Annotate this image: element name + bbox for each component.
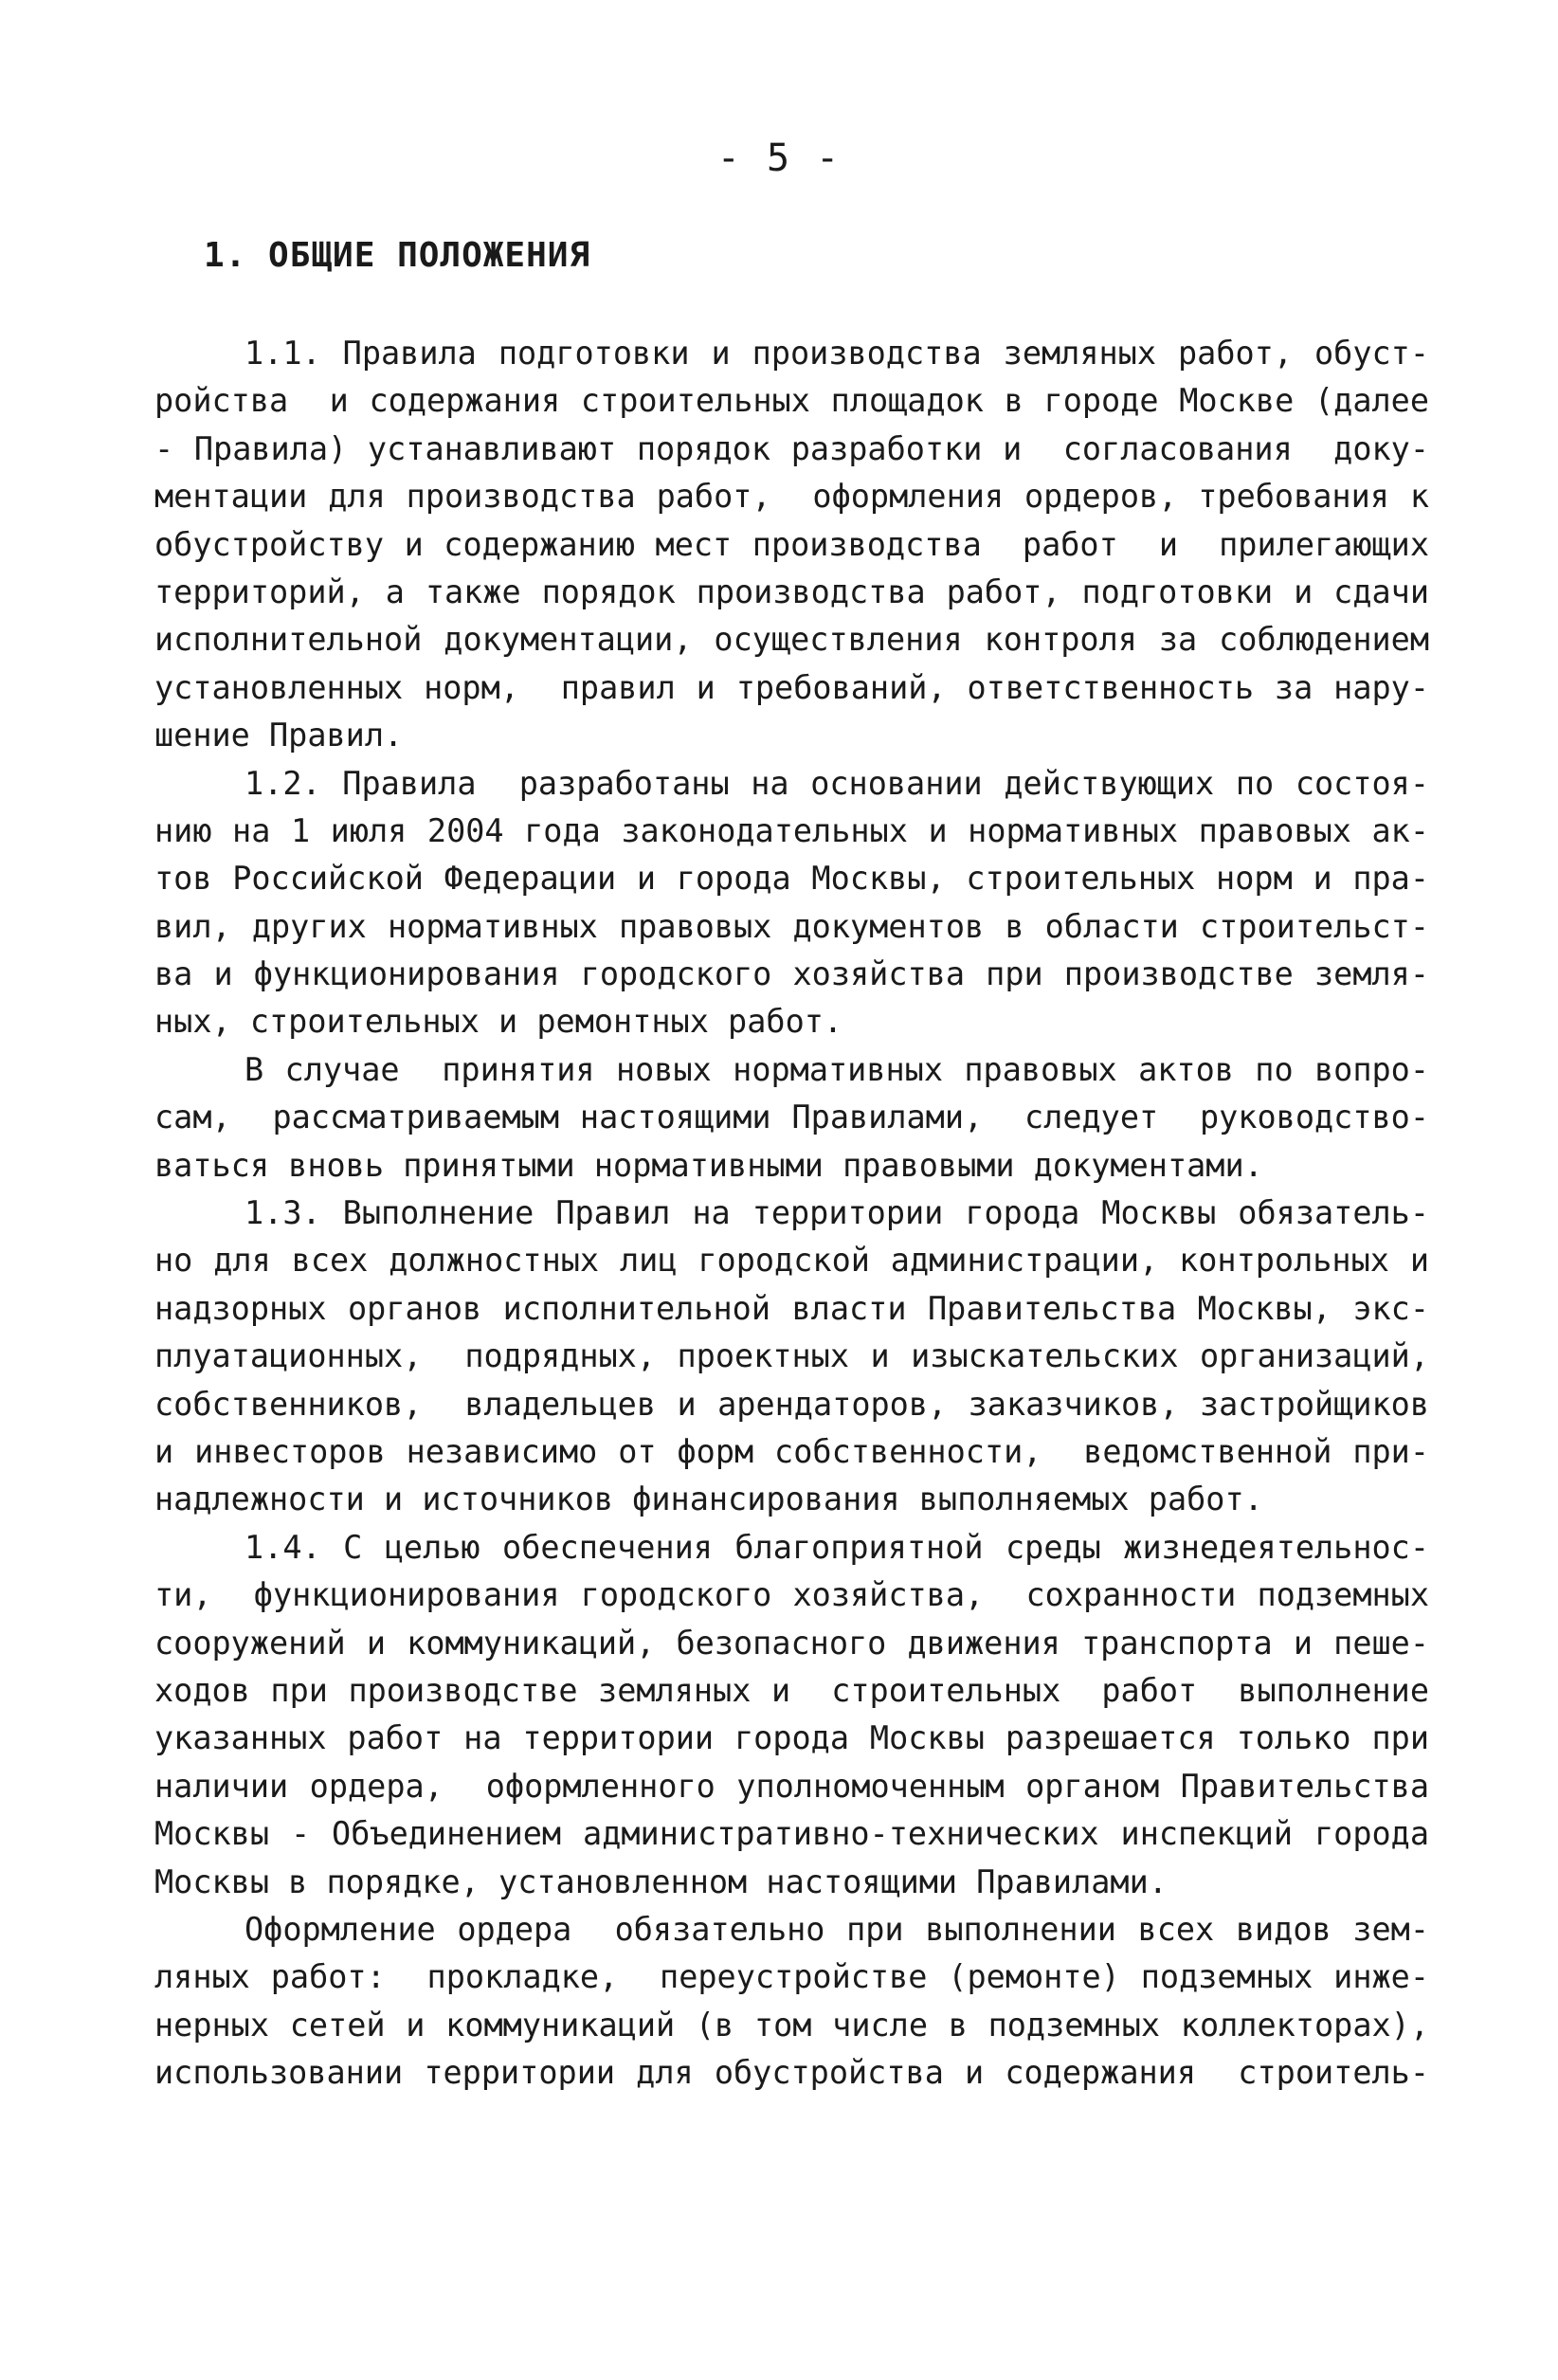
text-line: указанных работ на территории города Москвы разрешается только при bbox=[154, 1719, 1429, 1757]
text-line: Оформление ордера обязательно при выполнении всех видов зем- bbox=[245, 1910, 1429, 1948]
text-line: ройства и содержания строительных площадок в городе Москве (далее bbox=[154, 382, 1429, 420]
text-line: ходов при производстве земляных и строительных работ выполнение bbox=[154, 1671, 1429, 1709]
text-line: надлежности и источников финансирования выполняемых работ. bbox=[154, 1481, 1263, 1518]
text-line: 1.2. Правила разработаны на основании действующих по состоя- bbox=[245, 764, 1429, 802]
text-line: В случае принятия новых нормативных правовых актов по вопро- bbox=[245, 1050, 1429, 1088]
text-line: обустройству и содержанию мест производства работ и прилегающих bbox=[154, 525, 1429, 563]
paragraph bbox=[154, 1906, 1429, 2098]
text-line: установленных норм, правил и требований, ответственность за нару- bbox=[154, 668, 1429, 706]
paragraph bbox=[154, 1190, 1429, 1524]
paragraph bbox=[154, 760, 1429, 1046]
text-line: надзорных органов исполнительной власти Правительства Москвы, экс- bbox=[154, 1289, 1429, 1327]
text-line: использовании территории для обустройства и содержания строитель- bbox=[154, 2054, 1429, 2092]
page-number: - 5 - bbox=[716, 136, 842, 180]
text-line: вил, других нормативных правовых документов в области строительст- bbox=[154, 907, 1429, 945]
text-line: нию на 1 июля 2004 года законодательных и нормативных правовых ак- bbox=[154, 811, 1429, 849]
text-line: сооружений и коммуникаций, безопасного движения транспорта и пеше- bbox=[154, 1624, 1429, 1662]
text-line: 1.1. Правила подготовки и производства земляных работ, обуст- bbox=[245, 335, 1429, 372]
text-line: ва и функционирования городского хозяйства при производстве земля- bbox=[154, 955, 1429, 993]
text-line: исполнительной документации, осуществления контроля за соблюдением bbox=[154, 621, 1429, 659]
text-line: Москвы - Объединением административно-технических инспекций города bbox=[154, 1815, 1429, 1853]
text-line: ляных работ: прокладке, переустройстве (ремонте) подземных инже- bbox=[154, 1958, 1429, 1996]
text-line: и инвесторов независимо от форм собственности, ведомственной при- bbox=[154, 1432, 1429, 1470]
section-title: 1. ОБЩИЕ ПОЛОЖЕНИЯ bbox=[204, 236, 591, 275]
text-line: ваться вновь принятыми нормативными правовыми документами. bbox=[154, 1146, 1263, 1184]
body-text bbox=[154, 330, 1429, 2097]
text-line: 1.4. С целью обеспечения благоприятной среды жизнедеятельнос- bbox=[245, 1528, 1429, 1566]
text-line: шение Правил. bbox=[154, 717, 404, 754]
text-line: Москвы в порядке, установленном настоящими Правилами. bbox=[154, 1862, 1168, 1900]
text-line: тов Российской Федерации и города Москвы, строительных норм и пра- bbox=[154, 860, 1429, 898]
text-line: сам, рассматриваемым настоящими Правилами, следует руководство- bbox=[154, 1099, 1429, 1136]
paragraph bbox=[154, 330, 1429, 760]
text-line: ных, строительных и ремонтных работ. bbox=[154, 1003, 843, 1041]
text-line: собственников, владельцев и арендаторов, заказчиков, застройщиков bbox=[154, 1385, 1429, 1423]
text-line: ти, функционирования городского хозяйства, сохранности подземных bbox=[154, 1576, 1429, 1614]
text-line: - Правила) устанавливают порядок разработки и согласования доку- bbox=[154, 429, 1429, 467]
text-line: наличии ордера, оформленного уполномоченным органом Правительства bbox=[154, 1767, 1429, 1805]
paragraph bbox=[154, 1524, 1429, 1906]
text-line: плуатационных, подрядных, проектных и изыскательских организаций, bbox=[154, 1337, 1429, 1375]
text-line: 1.3. Выполнение Правил на территории города Москвы обязатель- bbox=[245, 1194, 1429, 1232]
paragraph bbox=[154, 1046, 1429, 1190]
text-line: ментации для производства работ, оформления ордеров, требования к bbox=[154, 478, 1429, 516]
text-line: но для всех должностных лиц городской администрации, контрольных и bbox=[154, 1242, 1429, 1280]
text-line: территорий, а также порядок производства работ, подготовки и сдачи bbox=[154, 572, 1429, 610]
text-line: нерных сетей и коммуникаций (в том числе в подземных коллекторах), bbox=[154, 2006, 1429, 2044]
